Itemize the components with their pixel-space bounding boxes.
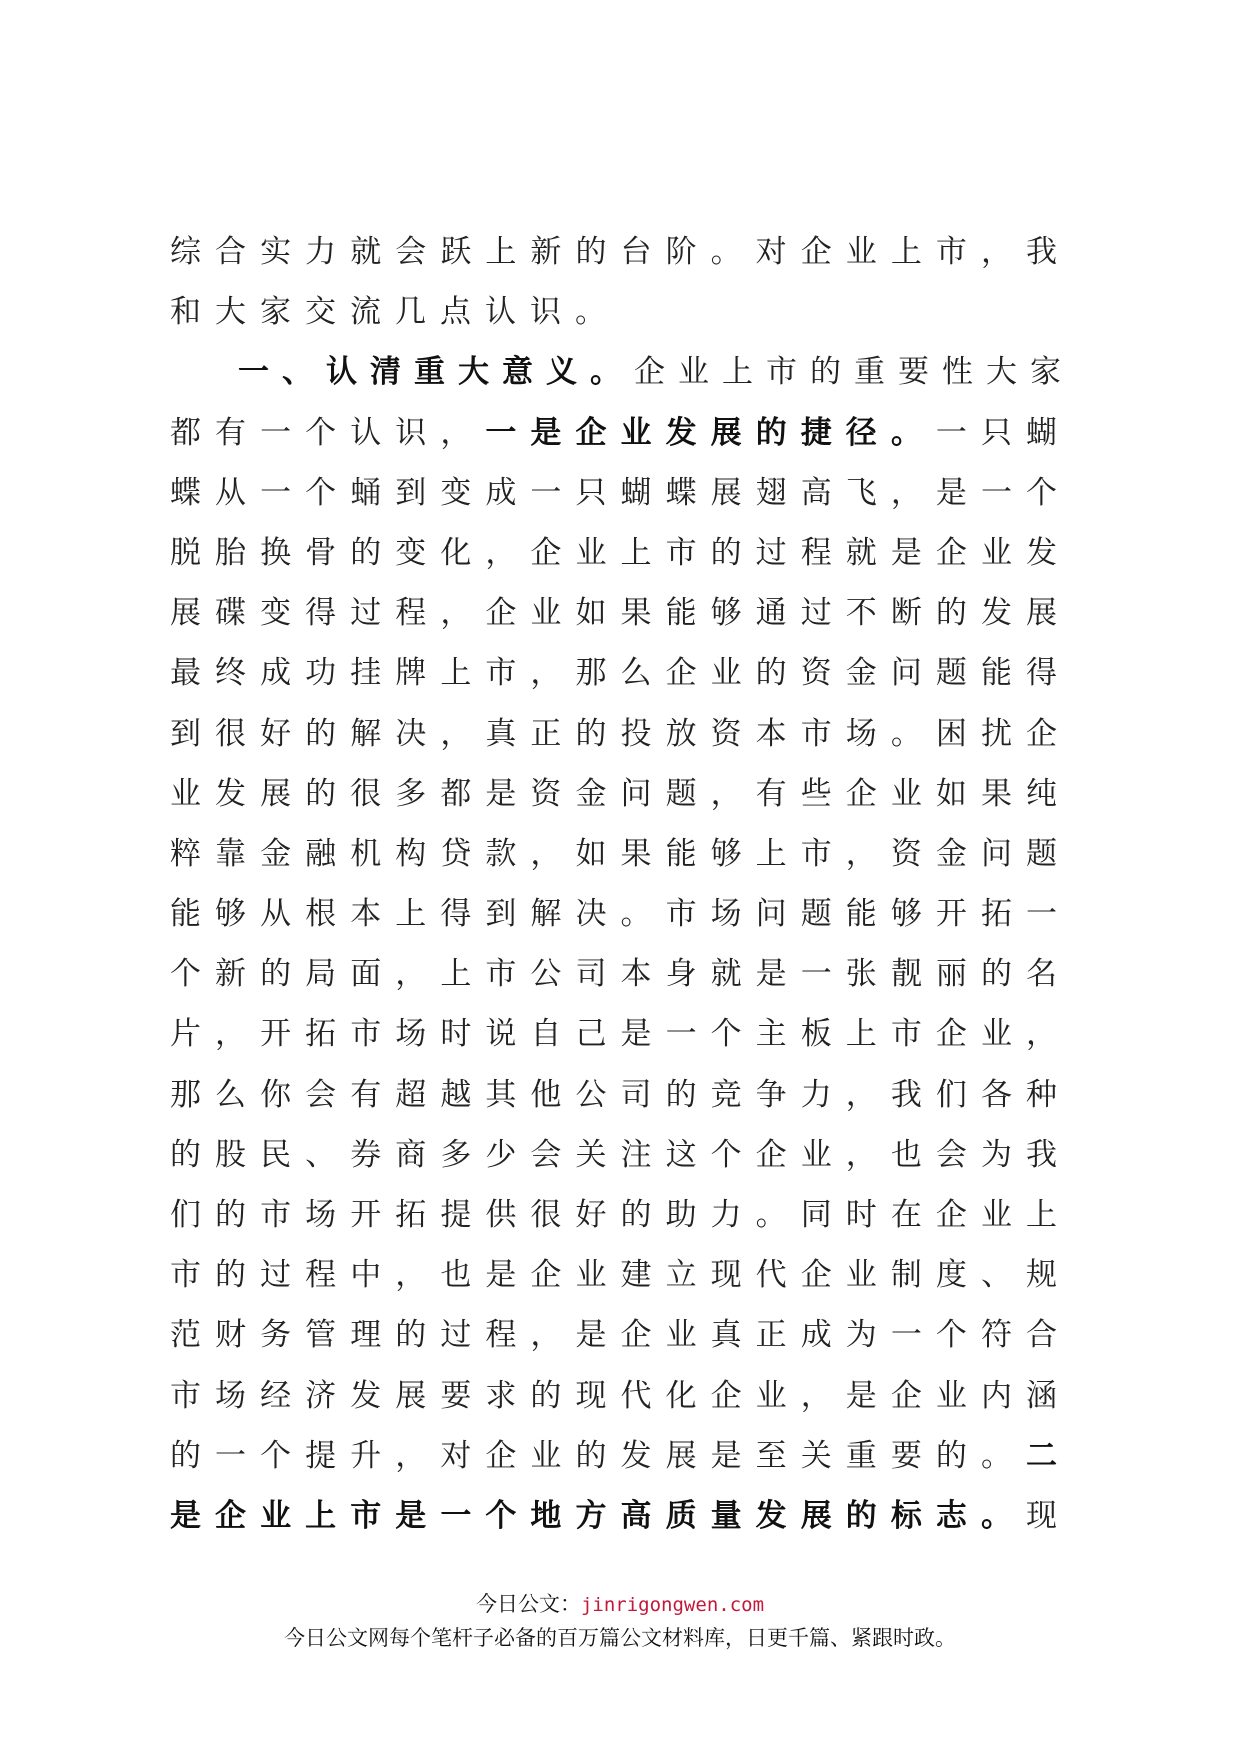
text-line [170, 764, 1070, 824]
text-line [170, 342, 1074, 402]
bold-heading-text: 一是企业发展的捷径。 [485, 414, 936, 451]
text-line [170, 1305, 1070, 1365]
text-line [170, 1004, 1070, 1064]
text-line [170, 463, 1070, 523]
text-line [170, 523, 1070, 583]
body-text: 粹靠金融机构贷款，如果能够上市，资金问题 [170, 835, 1070, 872]
body-text: 到很好的解决，真正的投放资本市场。困扰企 [170, 715, 1070, 752]
text-line [170, 1366, 1070, 1426]
body-text: 片，开拓市场时说自己是一个主板上市企业， [170, 1016, 1070, 1053]
footer-tagline: 今日公文网每个笔杆子必备的百万篇公文材料库，日更千篇、紧跟时政。 [284, 1626, 956, 1650]
bold-heading-text: 是企业上市是一个地方高质量发展的标志。 [170, 1497, 1026, 1534]
body-text: 蝶从一个蛹到变成一只蝴蝶展翅高飞，是一个 [170, 474, 1070, 511]
bold-heading-text: 二 [1026, 1437, 1070, 1474]
text-line [170, 704, 1070, 764]
text-line [170, 944, 1070, 1004]
footer-site-url[interactable]: jinrigongwen.com [580, 1594, 765, 1616]
body-text: 和大家交流几点认识。 [170, 294, 620, 331]
body-text: 的股民、券商多少会关注这个企业，也会为我 [170, 1136, 1070, 1173]
body-text: 综合实力就会跃上新的台阶。对企业上市，我 [170, 234, 1070, 270]
footer [0, 1588, 1240, 1655]
document-body [170, 222, 1074, 1546]
body-text: 个新的局面，上市公司本身就是一张靓丽的名 [170, 956, 1070, 993]
text-line [170, 222, 1070, 282]
text-line [170, 1426, 1070, 1486]
body-text: 能够从根本上得到解决。市场问题能够开拓一 [170, 896, 1070, 933]
text-line [170, 1185, 1070, 1245]
text-line [170, 1486, 1070, 1546]
body-text: 都有一个认识， [170, 414, 486, 451]
body-text: 们的市场开拓提供很好的助力。同时在企业上 [170, 1197, 1070, 1233]
body-text: 范财务管理的过程，是企业真正成为一个符合 [170, 1317, 1070, 1354]
body-text: 市场经济发展要求的现代化企业，是企业内涵 [170, 1377, 1070, 1414]
footer-site-label: 今日公文： [475, 1592, 581, 1616]
text-line [170, 583, 1070, 643]
body-text: 业发展的很多都是资金问题，有些企业如果纯 [170, 775, 1070, 812]
body-text: 市的过程中，也是企业建立现代企业制度、规 [170, 1257, 1070, 1294]
body-text: 的一个提升，对企业的发展是至关重要的。 [170, 1437, 1026, 1474]
body-text: 展碟变得过程，企业如果能够通过不断的发展 [170, 595, 1070, 632]
body-text: 现 [1026, 1497, 1070, 1534]
text-line [170, 403, 1070, 463]
body-text: 脱胎换骨的变化，企业上市的过程就是企业发 [170, 534, 1070, 571]
body-text: 那么你会有超越其他公司的竞争力，我们各种 [170, 1076, 1070, 1113]
text-line [170, 1125, 1070, 1185]
text-line [170, 824, 1070, 884]
text-line [170, 884, 1070, 944]
bold-heading-text: 一、认清重大意义。 [238, 354, 634, 391]
text-line [170, 282, 1070, 342]
footer-site-line [0, 1588, 1240, 1621]
body-text: 最终成功挂牌上市，那么企业的资金问题能得 [170, 655, 1070, 692]
body-text: 一只蝴 [935, 414, 1071, 451]
body-text: 企业上市的重要性大家 [634, 354, 1074, 391]
text-line [170, 1065, 1070, 1125]
text-line [170, 1245, 1070, 1305]
text-line [170, 643, 1070, 703]
